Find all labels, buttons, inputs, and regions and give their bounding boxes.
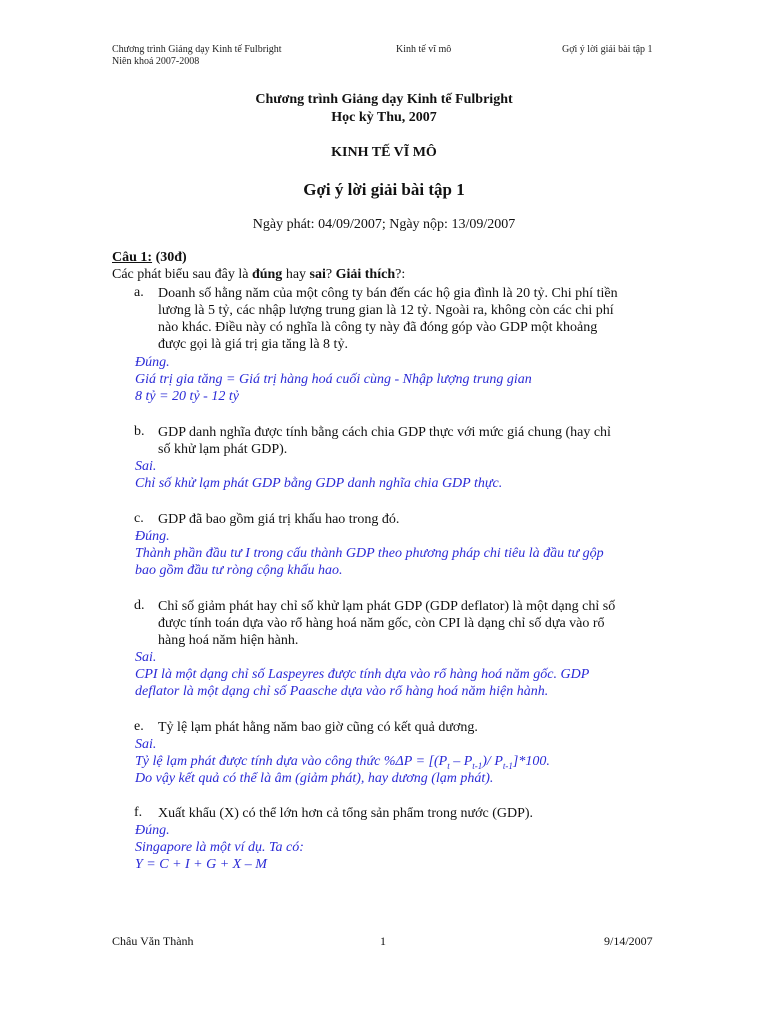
item-d-answer-2: deflator là một dạng chỉ số Paasche dựa vào rổ hàng hoá năm hiện hành.: [135, 684, 549, 699]
item-a-line-4: được gọi là giá trị gia tăng là 8 tỷ.: [158, 337, 348, 352]
formula-sub-t: t: [447, 760, 450, 771]
title-course: KINH TẾ VĨ MÔ: [331, 145, 437, 160]
item-e-letter: e.: [134, 719, 144, 734]
intro-text-4: ?:: [395, 267, 406, 282]
item-a-line-3: nào khác. Điều này có nghĩa là công ty này đã đóng góp vào GDP một khoảng: [158, 320, 598, 335]
formula-sub-t1-b: t-1: [502, 760, 513, 771]
item-f-equation: Y = C + I + G + X – M: [135, 857, 267, 872]
question-points: (30đ): [155, 250, 187, 265]
intro-text-1: Các phát biểu sau đây là: [112, 267, 252, 282]
footer-date: 9/14/2007: [604, 934, 653, 948]
item-e-answer-2: Do vậy kết quả có thể là âm (giảm phát), hay dương (lạm phát).: [135, 771, 494, 786]
page-title: Gợi ý lời giải bài tập 1: [303, 180, 465, 199]
item-d-line-2: được tính toán dựa vào rổ hàng hoá năm gốc, còn CPI là dạng chỉ số dựa vào rổ: [158, 616, 605, 631]
title-program: Chương trình Giảng dạy Kinh tế Fulbright: [255, 92, 513, 107]
question-number: Câu 1:: [112, 250, 153, 265]
item-f-answer-1: Singapore là một ví dụ. Ta có:: [135, 840, 304, 855]
item-f-letter: f.: [134, 805, 143, 820]
title-semester: Học kỳ Thu, 2007: [331, 110, 437, 125]
item-b-verdict: Sai.: [135, 459, 157, 474]
item-f-line-1: Xuất khẩu (X) có thể lớn hơn cả tổng sản phẩm trong nước (GDP).: [158, 806, 534, 821]
intro-text-3: ?: [325, 267, 336, 282]
dates-line: Ngày phát: 04/09/2007; Ngày nộp: 13/09/2007: [252, 217, 516, 232]
footer-author: Châu Văn Thành: [112, 934, 194, 948]
item-c-line-1: GDP đã bao gồm giá trị khấu hao trong đó.: [158, 512, 400, 527]
item-d-line-3: hàng hoá năm hiện hành.: [158, 633, 299, 648]
item-b-letter: b.: [134, 424, 145, 439]
item-a-answer-2: 8 tỷ = 20 tỷ - 12 tỷ: [135, 389, 239, 404]
intro-bold-giai-thich: Giải thích: [335, 267, 396, 282]
item-c-verdict: Đúng.: [135, 529, 170, 544]
item-d-letter: d.: [134, 598, 145, 613]
item-b-line-2: số khử lạm phát GDP).: [158, 442, 288, 457]
item-a-answer-1: Giá trị gia tăng = Giá trị hàng hoá cuối cùng - Nhập lượng trung gian: [135, 372, 532, 387]
item-a-line-2: lương là 5 tỷ, các nhập lượng trung gian là 12 tỷ. Ngoài ra, không còn các chi phí: [158, 303, 614, 318]
footer-page-number: 1: [380, 934, 386, 948]
item-a-verdict: Đúng.: [135, 355, 170, 370]
header-left-line2: Niên khoá 2007-2008: [112, 56, 200, 67]
item-b-line-1: GDP danh nghĩa được tính bằng cách chia GDP thực với mức giá chung (hay chỉ: [158, 425, 611, 440]
formula-part-4: ]*100.: [512, 754, 550, 769]
intro-bold-sai: sai: [309, 267, 326, 282]
question-label: [112, 249, 187, 267]
question-intro: [112, 266, 405, 284]
formula-part-2: – P: [449, 754, 473, 769]
item-c-letter: c.: [134, 511, 144, 526]
formula-part-1: Tỷ lệ lạm phát được tính dựa vào công thức %ΔP = [(P: [135, 754, 448, 769]
header-left-line1: Chương trình Giảng dạy Kinh tế Fulbright: [112, 44, 282, 55]
intro-text-2: hay: [282, 267, 310, 282]
item-d-answer-1: CPI là một dạng chỉ số Laspeyres được tính dựa vào rổ hàng hoá năm gốc. GDP: [135, 667, 590, 682]
item-d-line-1: Chỉ số giảm phát hay chỉ số khử lạm phát GDP (GDP deflator) là một dạng chỉ số: [158, 599, 616, 614]
item-b-answer-1: Chỉ số khử lạm phát GDP bằng GDP danh nghĩa chia GDP thực.: [135, 476, 503, 491]
item-c-answer-2: bao gồm đầu tư ròng cộng khấu hao.: [135, 563, 343, 578]
intro-bold-dung: đúng: [251, 267, 283, 282]
formula-sub-t1-a: t-1: [472, 760, 483, 771]
item-c-answer-1: Thành phần đầu tư I trong cấu thành GDP theo phương pháp chi tiêu là đầu tư gộp: [135, 546, 604, 561]
header-center: Kinh tế vĩ mô: [396, 44, 452, 55]
formula-part-3: )/ P: [482, 754, 503, 769]
item-d-verdict: Sai.: [135, 650, 157, 665]
item-f-verdict: Đúng.: [135, 823, 170, 838]
item-e-verdict: Sai.: [135, 737, 157, 752]
header-right: Gợi ý lời giải bài tập 1: [562, 44, 653, 55]
item-a-letter: a.: [134, 285, 144, 300]
item-a-line-1: Doanh số hằng năm của một công ty bán đến các hộ gia đình là 20 tỷ. Chi phí tiền: [158, 286, 618, 301]
item-e-line-1: Tỷ lệ lạm phát hằng năm bao giờ cũng có kết quả dương.: [158, 720, 478, 735]
